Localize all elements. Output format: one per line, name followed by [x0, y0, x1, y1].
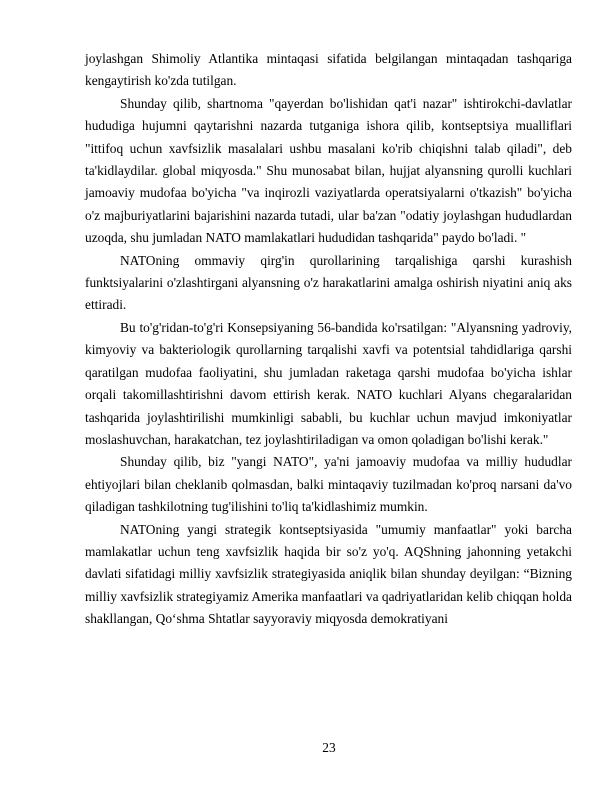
paragraph-1: joylashgan Shimoliy Atlantika mintaqasi sifatida belgilangan mintaqadan tashqariga kengaytirish ko'zda tutilgan.: [85, 51, 572, 89]
paragraph-6: NATOning yangi strategik kontseptsiyasida "umumiy manfaatlar" yoki barcha mamlakatlar uchun teng xavfsizlik haqida bir so'z yo'q. AQShning jahonning yetakchi davlati sifatidagi milliy xavfsizlik strategiyasida aniqlik bilan shunday deyilgan: “Bizning milliy xavfsizlik strategiyamiz Amerika manfaatlari va qadriyatlaridan kelib chiqqan holda shakllangan, Qo‘shma Shtatlar sayyoraviy miqyosda demokratiyani: [85, 521, 572, 627]
paragraph-4: Bu to'g'ridan-to'g'ri Konsepsiyaning 56-bandida ko'rsatilgan: "Alyansning yadroviy, kimyoviy va bakteriologik qurollarning tarqalishi xavfi va potentsial tahdidlariga qarshi qaratilgan mudofaa faoliyatini, shu jumladan raketaga qarshi mudofaa bo'yicha ishlar orqali takomillashtirishni davom ettirish kerak. NATO kuchlari Alyans chegaralaridan tashqarida joylashtirilishi mumkinligi sababli, bu kuchlar uchun mavjud imkoniyatlar moslashuvchan, harakatchan, tez joylashtiriladigan va omon qoladigan bo'lishi kerak.": [85, 319, 572, 447]
paragraph-5: Shunday qilib, biz "yangi NATO", ya'ni jamoaviy mudofaa va milliy hududlar ehtiyojlari bilan cheklanib qolmasdan, balki mintaqaviy tuzilmadan ko'proq narsani da'vo qiladigan tashkilotning tug'ilishini to'liq ta'kidlashimiz mumkin.: [85, 454, 572, 515]
document-page: [85, 48, 572, 631]
page-number: 23: [322, 740, 336, 755]
paragraph-2: Shunday qilib, shartnoma "qayerdan bo'lishidan qat'i nazar" ishtirokchi-davlatlar hududiga hujumni qaytarishni nazarda tutganiga ishora qilib, kontseptsiya mualliflari "ittifoq uchun xavfsizlik masalalari ushbu masalani ko'rib chiqishni talab qiladi", deb ta'kidlaydilar. global miqyosda." Shu munosabat bilan, hujjat alyansning qurolli kuchlari jamoaviy mudofaa bo'yicha "va inqirozli vaziyatlarda operatsiyalarni o'tkazish" bo'yicha o'z majburiyatlarini bajarishini nazarda tutadi, ular ba'zan "odatiy joylashgan hududlardan uzoqda, shu jumladan NATO mamlakatlari hududidan tashqarida" paydo bo'ladi. ": [85, 95, 572, 246]
paragraph-3: NATOning ommaviy qirg'in qurollarining tarqalishiga qarshi kurashish funktsiyalarini o'zlashtirgani alyansning o'z harakatlarini amalga oshirish niyatini aniq aks ettiradi.: [85, 252, 572, 313]
